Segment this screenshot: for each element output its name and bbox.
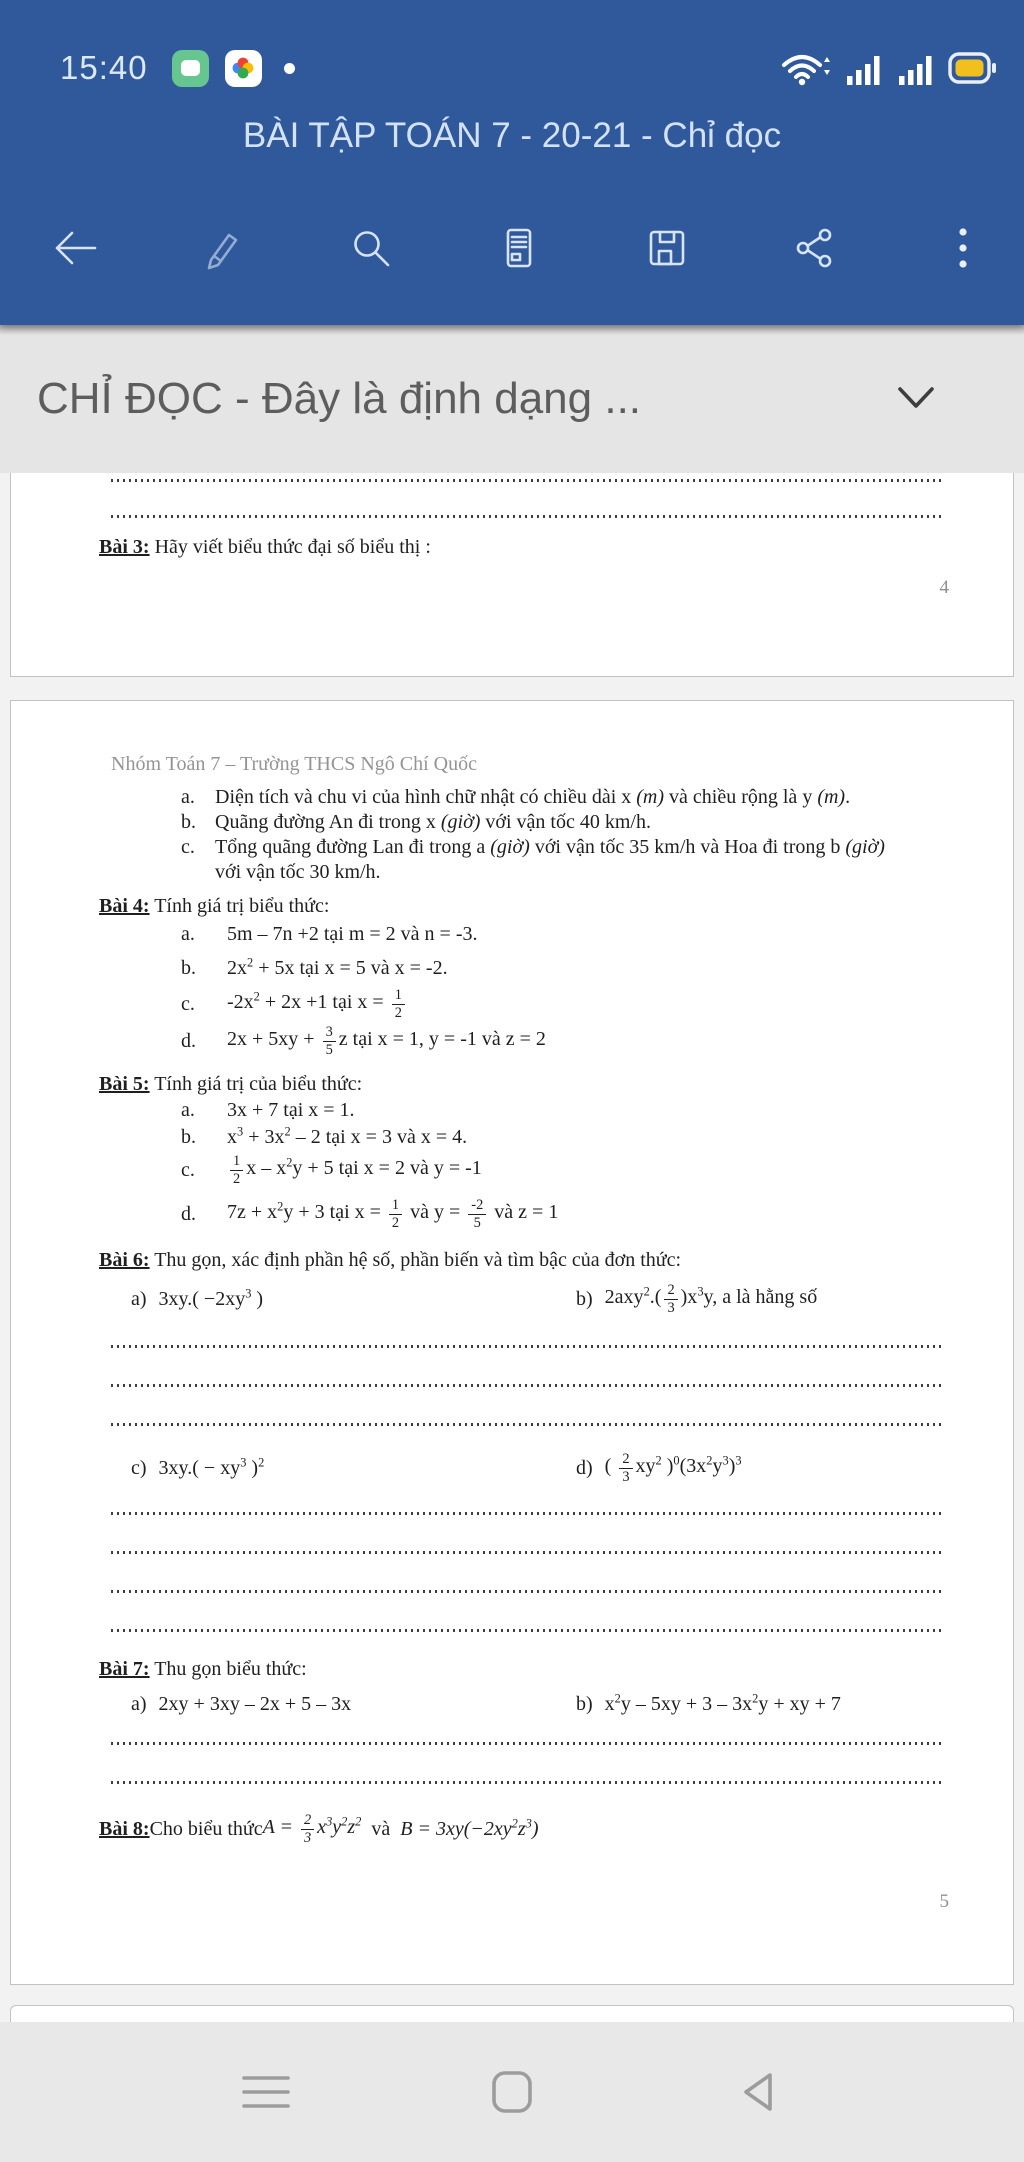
dotted-answer-line (111, 1781, 945, 1784)
photos-app-icon (225, 50, 262, 87)
floppy-disk-icon (644, 225, 690, 271)
readonly-mode-bar[interactable] (0, 325, 1024, 473)
chevron-down-icon[interactable] (894, 385, 938, 411)
document-icon (496, 225, 542, 271)
exercise-6-row-cd (99, 1446, 953, 1490)
document-title: BÀI TẬP TOÁN 7 - 20-21 - Chỉ đọc (242, 116, 782, 155)
toolbar (0, 203, 1024, 293)
list-item: b. $2x^2 + 5x$ tại x = 5 và x = -2. (181, 954, 448, 979)
square-icon (490, 2070, 534, 2114)
exercise-label: Bài 3: (99, 536, 150, 558)
list-item: a. Diện tích và chu vi của hình chữ nhật có chiều dài x (m) và chiều rộng là y (m). (181, 786, 851, 808)
list-item: a. 5m – 7n +2 tại m = 2 và n = -3. (181, 922, 478, 945)
exercise-4-heading: Bài 4: Tính giá trị biểu thức: (99, 895, 330, 917)
wifi-icon (780, 48, 832, 88)
list-item: a) $3xy.( -2xy^3$ ) (131, 1285, 264, 1310)
list-item: c. $\frac{1}{2}$ $x - x^2y + 5$ tại x = 2 và y = -1 (181, 1153, 482, 1187)
dotted-answer-line (111, 515, 943, 518)
share-icon (792, 225, 838, 271)
list-item: b) 2axy$^2$.( $\frac{2}{3}$ )$x^3y$, a là hằng số (576, 1282, 818, 1316)
exercise-5-heading: Bài 5: Tính giá trị của biểu thức: (99, 1073, 363, 1095)
cellular-signal-icon (844, 48, 884, 88)
list-item: a) 2xy + 3xy – 2x + 5 – 3x (131, 1692, 352, 1715)
dotted-answer-line (111, 1629, 945, 1632)
dotted-answer-line (111, 1590, 945, 1593)
menu-button[interactable] (238, 2064, 294, 2120)
exercise-6-heading: Bài 6: Thu gọn, xác định phần hệ số, phần biến và tìm bậc của đơn thức: (99, 1249, 682, 1271)
document-page-1 (10, 473, 1014, 677)
hamburger-icon (240, 2074, 292, 2110)
dotted-answer-line (111, 1742, 945, 1745)
notification-dot-icon (284, 63, 295, 74)
group-header: Nhóm Toán 7 – Trường THCS Ngô Chí Quốc (111, 753, 477, 775)
triangle-left-icon (737, 2070, 779, 2114)
share-button[interactable] (784, 213, 846, 283)
battery-icon (948, 49, 998, 87)
exercise-7-row-ab (99, 1688, 953, 1720)
search-button[interactable] (340, 213, 402, 283)
exercise-title: Hãy viết biểu thức đại số biểu thị : (149, 536, 431, 558)
list-item: b) $x^2y - 5xy + 3 - 3x^2y$ + xy + 7 (576, 1690, 841, 1715)
list-item: với vận tốc 30 km/h. (215, 861, 381, 883)
exercise-3-heading (99, 534, 951, 560)
app-header (0, 0, 1024, 325)
home-button[interactable] (484, 2064, 540, 2120)
formula-b: $B = 3xy(-2xy^2z^3)$ (400, 1815, 539, 1840)
document-area[interactable] (0, 473, 1024, 2162)
arrow-left-icon (50, 228, 100, 268)
dotted-answer-line (111, 1551, 945, 1554)
page-number: 4 (939, 577, 949, 598)
kebab-menu-icon (956, 226, 970, 270)
android-navigation-bar (0, 2022, 1024, 2162)
mobile-view-button[interactable] (488, 213, 550, 283)
dotted-answer-line (111, 1423, 945, 1426)
readonly-mode-label: CHỈ ĐỌC - Đây là định dạng ... (37, 374, 642, 423)
document-page-2 (10, 700, 1014, 1985)
exercise-6-row-ab (99, 1277, 953, 1321)
exercise-5-item-list (181, 1097, 953, 1239)
status-bar (60, 40, 998, 96)
dotted-answer-line (111, 1512, 945, 1515)
search-icon (348, 225, 394, 271)
document-page-3 (10, 2005, 1014, 2022)
list-item: a. 3x + 7 tại x = 1. (181, 1099, 355, 1121)
exercise-3-item-list (181, 785, 953, 885)
list-item: d. $7z + x^2y + 3$ tại x = $\frac{1}{2}$ và y = $\frac{-2}{5}$ và z = 1 (181, 1197, 559, 1231)
page-number: 5 (939, 1891, 949, 1912)
pencil-icon (200, 225, 246, 271)
edit-button[interactable] (192, 213, 254, 283)
back-button[interactable] (730, 2064, 786, 2120)
save-button[interactable] (636, 213, 698, 283)
exercise-8-heading: Bài 8: Cho biểu thức A = $\frac{2}{3}$ $x^3y^2z^2$ và $B = 3xy(-2xy^2z^3)$ (99, 1812, 539, 1846)
list-item: d. 2x + 5xy + $\frac{3}{5}$ z tại x = 1, y = -1 và z = 2 (181, 1024, 546, 1058)
list-item: c. $-2x^2 + 2x +1$ tại x = $\frac{1}{2}$ (181, 987, 953, 1021)
dotted-answer-line (111, 1384, 945, 1387)
exercise-4-item-list (181, 919, 953, 1061)
list-item: c. Tổng quãng đường Lan đi trong a (giờ) với vận tốc 35 km/h và Hoa đi trong b (giờ) (181, 836, 885, 858)
dotted-answer-line (111, 1345, 945, 1348)
dotted-answer-line (111, 479, 943, 482)
formula-a: A = $\frac{2}{3}$ $x^3y^2z^2$ (262, 1812, 362, 1846)
list-item: c) $3xy.( - xy^3$ )$^2$ (131, 1454, 265, 1479)
back-button[interactable] (44, 213, 106, 283)
list-item: b. Quãng đường An đi trong x (giờ) với vận tốc 40 km/h. (181, 811, 651, 833)
messaging-app-icon (172, 50, 209, 87)
cellular-signal-icon (896, 48, 936, 88)
exercise-7-heading: Bài 7: Thu gọn biểu thức: (99, 1658, 307, 1680)
clock: 15:40 (60, 49, 148, 86)
list-item: b. $x^3 + 3x^2 - 2$ tại x = 3 và x = 4. (181, 1124, 468, 1148)
more-options-button[interactable] (932, 213, 994, 283)
list-item: d) ( $\frac{2}{3}$ $xy^2$ )$^0(3x^2y^3)^3$ (576, 1451, 742, 1485)
